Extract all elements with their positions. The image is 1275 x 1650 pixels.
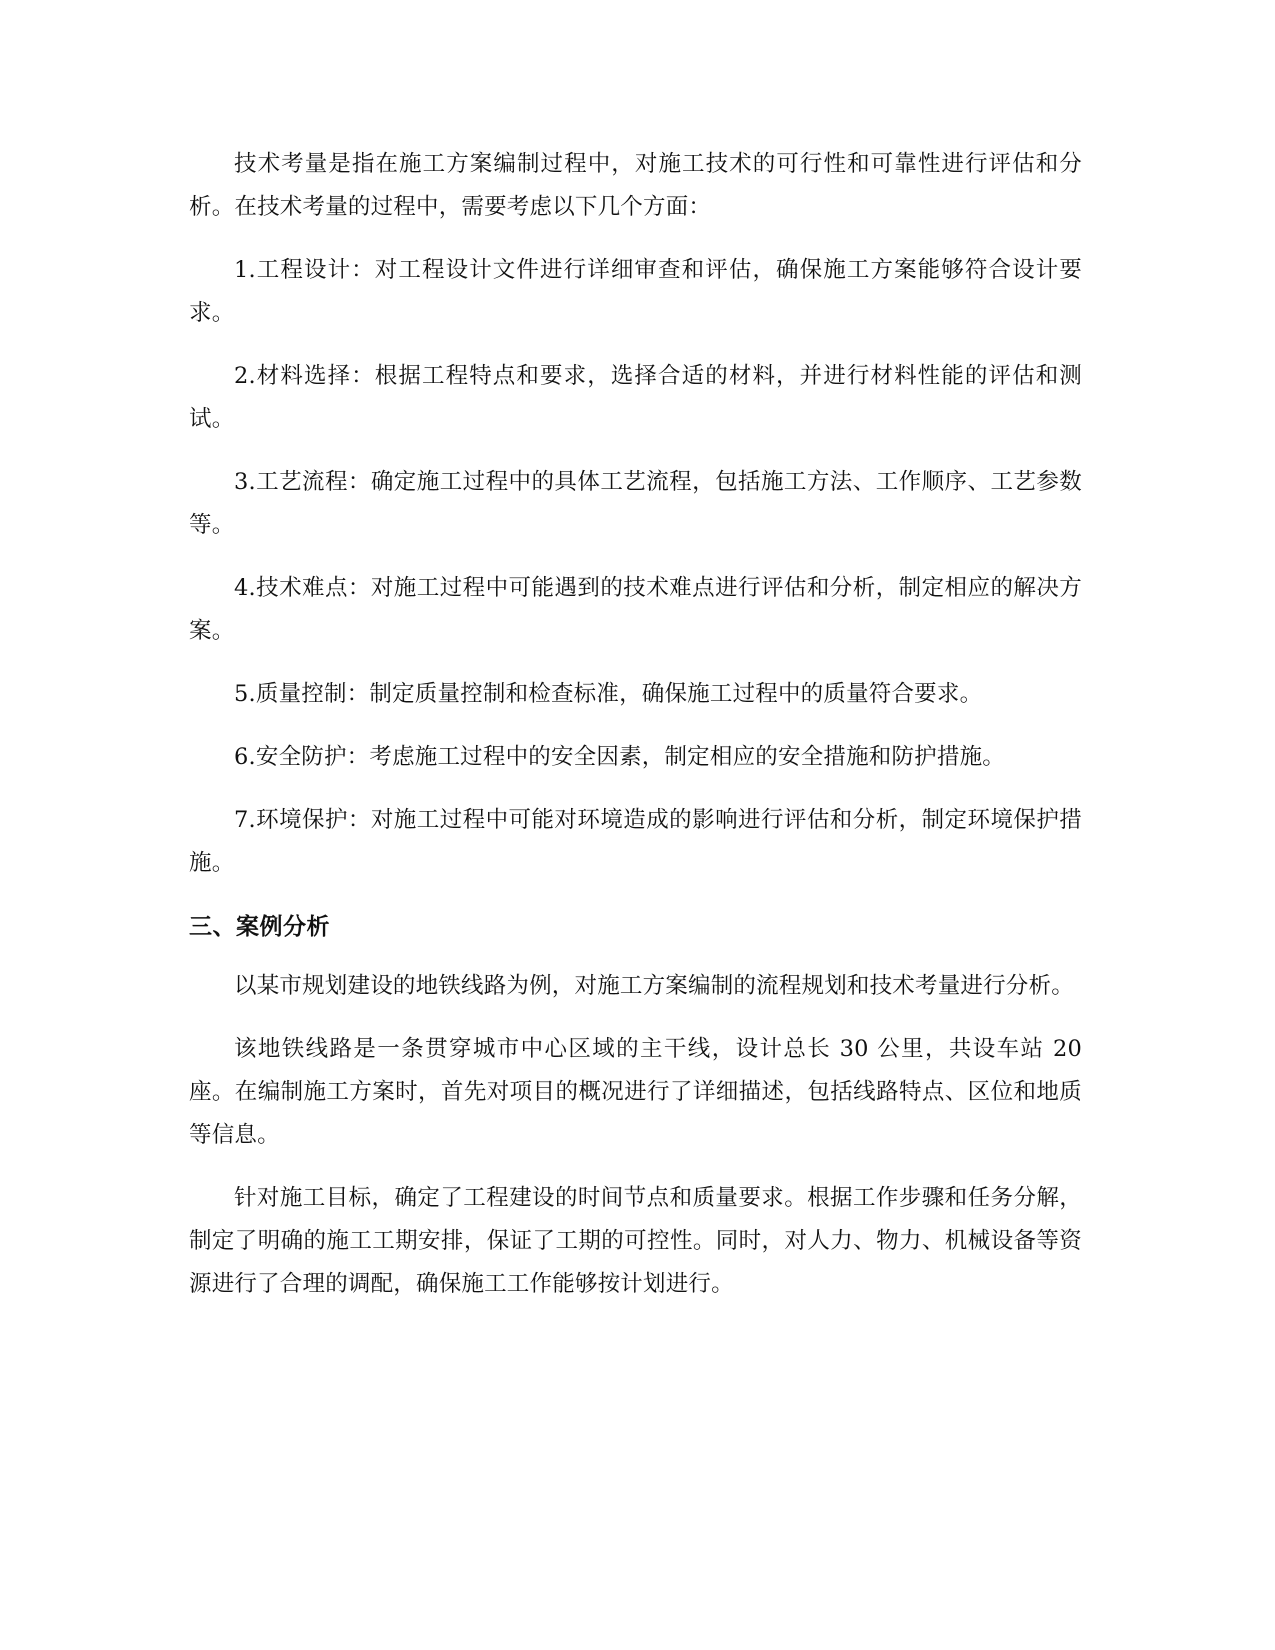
case-paragraph-planning: 针对施工目标，确定了工程建设的时间节点和质量要求。根据工作步骤和任务分解，制定了明确的施工工期安排，保证了工期的可控性。同时，对人力、物力、机械设备等资源进行了合理的调配，确保施工工作能够按计划进行。 <box>189 1185 1082 1297</box>
list-item-material-selection: 2.材料选择：根据工程特点和要求，选择合适的材料，并进行材料性能的评估和测试。 <box>189 363 1082 432</box>
list-item-safety-protection: 6.安全防护：考虑施工过程中的安全因素，制定相应的安全措施和防护措施。 <box>234 744 1005 770</box>
list-item-quality-control: 5.质量控制：制定质量控制和检查标准，确保施工过程中的质量符合要求。 <box>234 681 983 707</box>
intro-paragraph: 技术考量是指在施工方案编制过程中，对施工技术的可行性和可靠性进行评估和分析。在技术考量的过程中，需要考虑以下几个方面： <box>189 151 1082 220</box>
list-item-engineering-design: 1.工程设计：对工程设计文件进行详细审查和评估，确保施工方案能够符合设计要求。 <box>189 257 1082 326</box>
case-paragraph-intro: 以某市规划建设的地铁线路为例，对施工方案编制的流程规划和技术考量进行分析。 <box>234 973 1074 999</box>
section-heading-case-analysis: 三、案例分析 <box>189 914 330 940</box>
list-item-process-flow: 3.工艺流程：确定施工过程中的具体工艺流程，包括施工方法、工作顺序、工艺参数等。 <box>189 469 1082 538</box>
case-paragraph-overview: 该地铁线路是一条贯穿城市中心区域的主干线，设计总长 30 公里，共设车站 20 座。在编制施工方案时，首先对项目的概况进行了详细描述，包括线路特点、区位和地质等信息。 <box>189 1036 1082 1148</box>
list-item-environmental-protection: 7.环境保护：对施工过程中可能对环境造成的影响进行评估和分析，制定环境保护措施。 <box>189 807 1082 876</box>
document-body <box>189 143 1082 1326</box>
list-item-technical-difficulties: 4.技术难点：对施工过程中可能遇到的技术难点进行评估和分析，制定相应的解决方案。 <box>189 575 1082 644</box>
